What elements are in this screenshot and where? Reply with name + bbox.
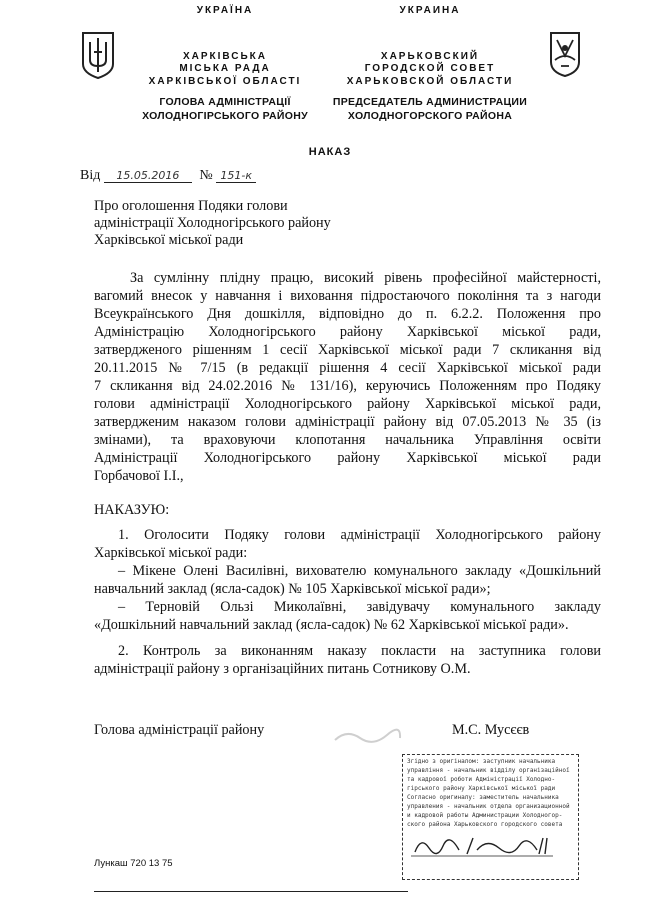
date-value: 15.05.2016 [104,169,192,183]
item2-line-1: 2. Контроль за виконанням наказу покласти на заступника голови [118,643,601,659]
item1-line-3: – Мікене Олені Василівні, вихователю комунального закладу «Дошкільний [118,563,601,579]
header-left-council-2: МІСЬКА РАДА [179,63,271,74]
preamble-line-4: Адміністрацію Холодногірського району Харківської міської ради, [94,324,601,340]
document-title: НАКАЗ [308,146,352,158]
header-right-head-1: ПРЕДСЕДАТЕЛЬ АДМИНИСТРАЦИИ [332,96,528,108]
footer-rule [94,891,408,892]
header-left-country: УКРАЇНА [196,5,254,16]
header-right-head-2: ХОЛОДНОГОРСКОГО РАЙОНА [347,110,513,122]
number-value: 151-к [216,169,256,183]
stamp-line: управления - начальник отдела организационной [407,803,570,810]
preamble-line-10: змінами), та враховуючи клопотання начальника Управління освіти [94,432,601,448]
stamp-line: ского района Харьковского городского совета [407,821,563,828]
header-right-council-2: ГОРОДСКОЙ СОВЕТ [364,63,496,74]
date-line [80,168,300,188]
kharkiv-coat-of-arms-icon [548,30,582,78]
preamble-line-1: За сумлінну плідну працю, високий рівень професійної майстерності, [130,270,601,286]
preamble-line-5: затвердженого рішенням 1 сесії Харківської міської ради 7 скликання від [94,342,601,358]
signature-name: М.С. Мусєєв [452,722,530,738]
preamble-line-8: голови адміністрації Холодногірського району Харківської міської ради, [94,396,601,412]
item2-line-2: адміністрації району з організаційних питань Сотникову О.М. [94,661,471,677]
item1-line-2: Харківської міської ради: [94,545,248,561]
preamble-line-11: Адміністрації Холодногірського району Харківської міської ради [94,450,601,466]
stamp-signature-icon [407,832,557,860]
ukraine-trident-icon [80,30,116,80]
item1-line-5: – Терновій Ользі Миколаївні, завідувачу комунального закладу [118,599,601,615]
header-right-council-3: ХАРЬКОВСКОЙ ОБЛАСТИ [346,76,514,87]
header-right-council-1: ХАРЬКОВСКИЙ [380,51,480,62]
preamble-line-3: Всеукраїнського Дня дошкілля, відповідно до п. 6.2.2. Положення про [94,306,601,322]
item1-line-4: навчальний заклад (ясла-садок) № 105 Харківської міської ради»; [94,581,491,597]
header-right-country: УКРАИНА [399,5,461,16]
signature-position: Голова адміністрації району [94,722,265,738]
date-prefix: Від [80,168,101,183]
preamble-line-7: 7 скликання від 24.02.2016 № 131/16), керуючись Положенням про Подяку [94,378,601,394]
subject-line-1: Про оголошення Подяки голови [94,198,288,214]
order-word: НАКАЗУЮ: [94,502,170,518]
footer-note: Лункаш 720 13 75 [94,858,173,869]
stamp-line: гірського району Харківської міської ради [407,785,556,792]
preamble-line-9: затвердженим наказом голови адміністрації району від 07.05.2013 № 35 (із [94,414,601,430]
header-left-council-1: ХАРКІВСЬКА [182,51,268,62]
subject-line-3: Харківської міської ради [94,232,244,248]
item1-line-6: «Дошкільний навчальний заклад (ясла-садок) № 62 Харківської міської ради». [94,617,569,633]
header-left-head-2: ХОЛОДНОГІРСЬКОГО РАЙОНУ [142,110,308,122]
preamble-line-12: Горбачової І.І., [94,468,184,484]
header-left-head-1: ГОЛОВА АДМІНІСТРАЦІЇ [159,96,291,108]
preamble-line-6: 20.11.2015 № 7/15 (в редакції рішення 4 сесії Харківської міської ради [94,360,601,376]
number-prefix: № [199,168,213,183]
subject-line-2: адміністрації Холодногірського району [94,215,331,231]
faint-stamp-icon [332,726,402,748]
item1-line-1: 1. Оголосити Подяку голови адміністрації Холодногірського району [118,527,601,543]
stamp-line: управління - начальник відділу організаційної [407,767,570,774]
stamp-line: Згідно з оригіналом: заступник начальника [407,758,556,765]
certification-stamp [402,754,579,880]
stamp-line: и кадровой работы Администрации Холодногор- [407,812,563,819]
header-left-council-3: ХАРКІВСЬКОЇ ОБЛАСТІ [148,76,302,87]
stamp-line: та кадрової роботи Адміністрації Холодно- [407,776,556,783]
stamp-line: Согласно оригиналу: заместитель начальника [407,794,559,801]
preamble-line-2: вагомий внесок у навчання і виховання підростаючого покоління та з нагоди [94,288,601,304]
